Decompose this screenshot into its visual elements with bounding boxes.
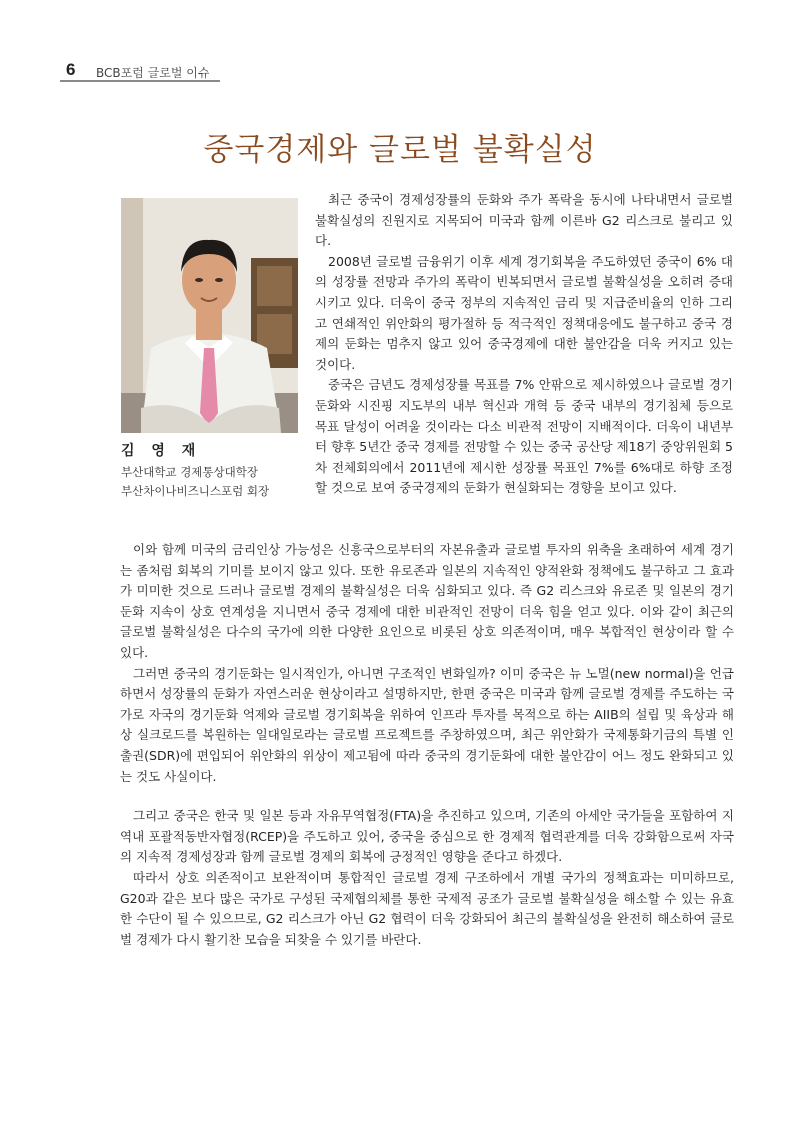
paragraph: 그리고 중국은 한국 및 일본 등과 자유무역협정(FTA)을 추진하고 있으며, 기존의 아세안 국가들을 포함하여 지역내 포괄적동반자협정(RCEP)을 주도하고 있어, 중국을 중심으로 한 경제적 협력관계를 더욱 강화함으로써 자국의 지속적 경제성장과 함께 글로벌 경제의 회복에 긍정적인 영향을 준다고 하겠다. xyxy=(120,808,734,865)
column-text xyxy=(315,190,733,499)
page-number: 6 xyxy=(66,60,76,79)
page-header xyxy=(60,58,760,80)
author-title-2: 부산차이나비즈니스포럼 회장 xyxy=(121,484,270,498)
header-rule xyxy=(60,80,220,82)
paragraph: 그러면 중국의 경기둔화는 일시적인가, 아니면 구조적인 변화일까? 이미 중국은 뉴 노멀(new normal)을 언급하면서 성장률의 둔화가 자연스러운 현상이라고 설명하지만, 한편 중국은 미국과 함께 글로벌 경제를 주도하는 국가로 자국의 경기둔화 억제와 글로벌 경기회복을 위하여 인프라 투자를 목적으로 하는 AIIB의 설립 및 육상과 해상 실크로드를 복원하는 일대일로라는 글로벌 프로젝트를 주창하였으며, 최근 위안화가 국제통화기금의 특별 인출권(SDR)에 편입되어 위안화의 위상이 제고됨에 따라 중국의 경기둔화에 대한 불안감이 어느 정도 완화되고 있는 것도 사실이다. xyxy=(120,665,734,784)
section-label: BCB포럼 글로벌 이슈 xyxy=(96,66,210,80)
paragraph: 이와 함께 미국의 금리인상 가능성은 신흥국으로부터의 자본유출과 글로벌 투자의 위축을 초래하여 세계 경기는 좀처럼 회복의 기미를 보이지 않고 있다. 또한 유로존과 일본의 지속적인 양적완화 정책에도 불구하고 그 효과가 미미한 것으로 드러나 글로벌 경제의 불확실성은 더욱 심화되고 있다. 즉 G2 리스크와 유로존 및 일본의 경기둔화 지속이 상호 연계성을 지니면서 중국 경제에 대한 비관적인 전망이 더욱 힘을 얻고 있다. 이와 같이 최근의 글로벌 불확실성은 다수의 국가에 의한 다양한 요인으로 비롯된 상호 의존적이며, 매우 복합적인 현상이라 할 수 있다. xyxy=(120,542,734,660)
author-name: 김 영 재 xyxy=(121,443,202,459)
paragraph: 따라서 상호 의존적이고 보완적이며 통합적인 글로벌 경제 구조하에서 개별 국가의 정책효과는 미미하므로, G20과 같은 보다 많은 국가로 구성된 국제협의체를 통한 국제적 공조가 글로벌 불확실성을 해소할 수 있는 유효한 수단이 될 수 있으므로, G2 리스크가 아닌 G2 협력이 더욱 강화되어 최근의 불확실성을 완전히 해소하여 글로벌 경제가 다시 활기찬 모습을 되찾을 수 있기를 바란다. xyxy=(120,869,734,947)
author-caption xyxy=(121,440,301,501)
author-photo xyxy=(121,198,298,433)
article-title: 중국경제와 글로벌 불확실성 xyxy=(203,132,597,168)
author-title-1: 부산대학교 경제통상대학장 xyxy=(121,465,258,479)
author-portrait-icon xyxy=(121,198,298,433)
paragraph: 최근 중국이 경제성장률의 둔화와 주가 폭락을 동시에 나타내면서 글로벌 불확실성의 진원지로 지목되어 미국과 함께 이른바 G2 리스크로 불리고 있다. xyxy=(315,192,733,249)
paragraph: 중국은 금년도 경제성장률 목표를 7% 안팎으로 제시하였으나 글로벌 경기둔화와 시진핑 지도부의 내부 혁신과 개혁 등 중국 내부의 경기침체 등으로 목표 달성이 어려울 것이라는 다소 비관적 전망이 지배적이다. 더욱이 내년부터 향후 5년간 중국 경제를 전망할 수 있는 중국 공산당 제18기 중앙위원회 5차 전체회의에서 2011년에 제시한 성장률 목표인 7%를 6%대로 하향 조정할 것으로 보여 중국경제의 둔화가 현실화되는 경향을 보이고 있다. xyxy=(315,377,733,496)
full-width-text xyxy=(120,540,734,950)
paragraph-gap xyxy=(120,787,734,806)
paragraph: 2008년 글로벌 금융위기 이후 세계 경기회복을 주도하였던 중국이 6% 대의 성장률 전망과 주가의 폭락이 빈복되면서 글로벌 불확실성을 오히려 증대시키고 있다. 더욱이 중국 정부의 지속적인 금리 및 지급준비율의 인하 그리고 연쇄적인 위안화의 평가절하 등 적극적인 정책대응에도 불구하고 중국 경제의 둔화는 멈추지 않고 있어 중국경제에 대한 불안감을 더욱 커지고 있는 것이다. xyxy=(315,253,733,372)
